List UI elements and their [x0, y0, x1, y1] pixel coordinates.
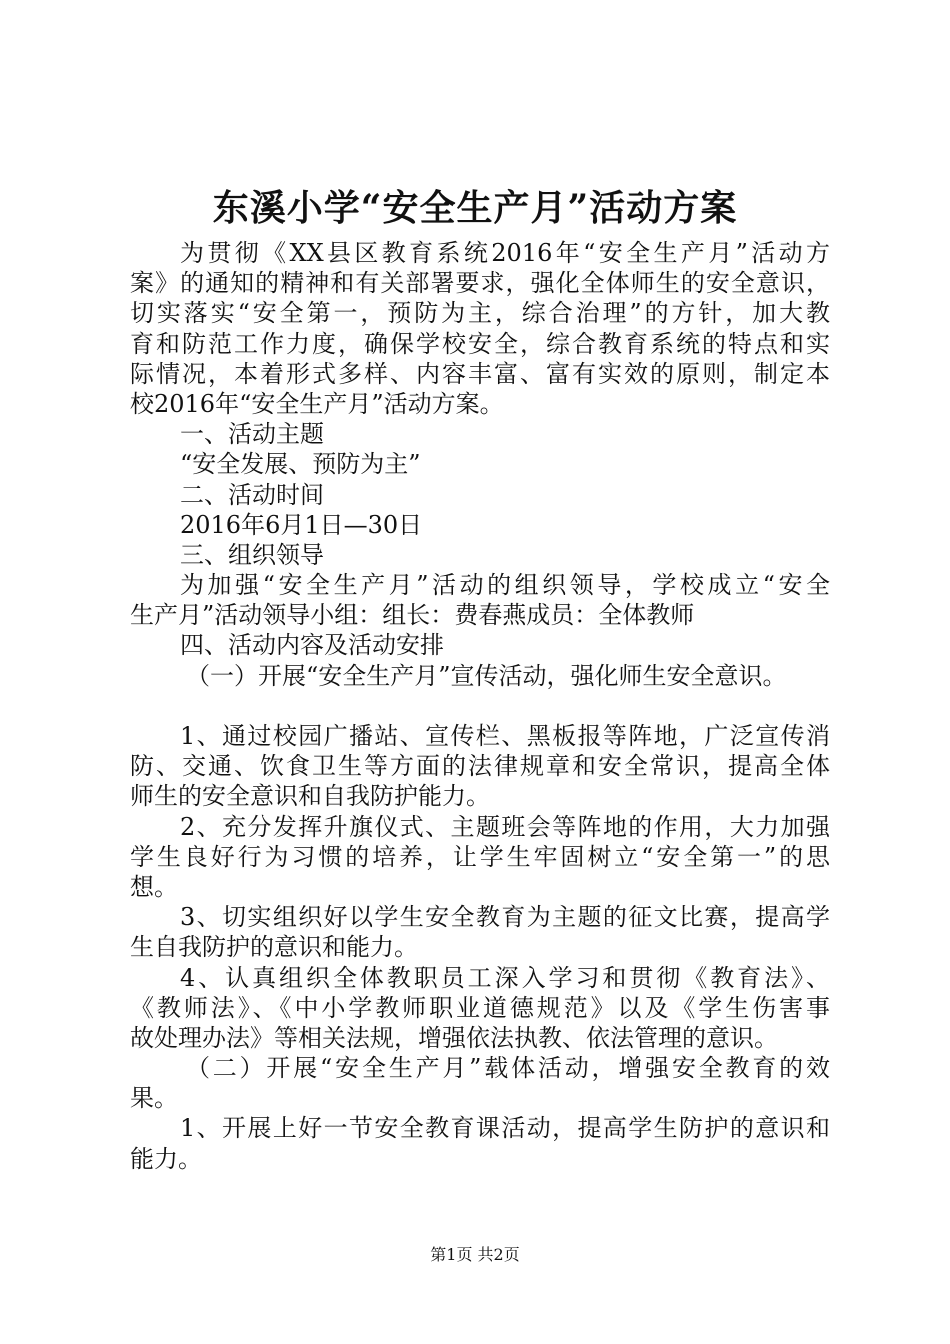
paragraph-line: “安全发展、预防为主”: [180, 450, 421, 479]
paragraph-line: 切实落实“安全第一，预防为主，综合治理”的方针，加大教: [130, 299, 830, 328]
paragraph-line: 果。: [130, 1084, 178, 1113]
paragraph-line: 4、认真组织全体教职员工深入学习和贯彻《教育法》、: [180, 963, 830, 992]
paragraph-line: 案》的通知的精神和有关部署要求，强化全体师生的安全意识，: [130, 269, 830, 298]
section-heading: 二、活动时间: [180, 480, 324, 509]
paragraph-line: 育和防范工作力度，确保学校安全，综合教育系统的特点和实: [130, 329, 830, 358]
section-heading: 三、组织领导: [180, 540, 324, 569]
paragraph-line: 校2016年“安全生产月”活动方案。: [130, 389, 504, 418]
subsection-heading: （二）开展“安全生产月”载体活动，增强安全教育的效: [186, 1054, 830, 1083]
paragraph-line: 生产月”活动领导小组：组长：费春燕成员：全体教师: [130, 601, 695, 630]
subsection-heading: （一）开展“安全生产月”宣传活动，强化师生安全意识。: [186, 661, 787, 690]
paragraph-line: 为贯彻《XX县区教育系统2016年“安全生产月”活动方: [180, 239, 830, 267]
paragraph-line: 1、开展上好一节安全教育课活动，提高学生防护的意识和: [180, 1114, 830, 1143]
paragraph-line: 《教师法》、《中小学教师职业道德规范》以及《学生伤害事: [130, 993, 830, 1022]
paragraph-line: 能力。: [130, 1144, 202, 1173]
paragraph-line: 生自我防护的意识和能力。: [130, 933, 418, 962]
paragraph-line: 际情况，本着形式多样、内容丰富、富有实效的原则，制定本: [130, 359, 830, 388]
paragraph-line: 3、切实组织好以学生安全教育为主题的征文比赛，提高学: [180, 903, 830, 932]
page-footer: 第1页 共2页: [430, 1245, 520, 1264]
paragraph-line: 想。: [130, 872, 178, 901]
paragraph-line: 学生良好行为习惯的培养，让学生牢固树立“安全第一”的思: [130, 842, 830, 871]
document-body: [130, 238, 830, 1174]
section-heading: 四、活动内容及活动安排: [180, 631, 444, 660]
blank-line: [130, 691, 830, 721]
paragraph-line: 防、交通、饮食卫生等方面的法律规章和安全常识，提高全体: [130, 752, 830, 781]
paragraph-line: 为加强“安全生产月”活动的组织领导，学校成立“安全: [180, 571, 830, 600]
paragraph-line: 2016年6月1日—30日: [180, 510, 423, 539]
document-title: 东溪小学“安全生产月”活动方案: [212, 187, 738, 229]
paragraph-line: 2、充分发挥升旗仪式、主题班会等阵地的作用，大力加强: [180, 812, 830, 841]
paragraph-line: 师生的安全意识和自我防护能力。: [130, 782, 490, 811]
paragraph-line: 故处理办法》等相关法规，增强依法执教、依法管理的意识。: [130, 1023, 778, 1052]
paragraph-line: 1、通过校园广播站、宣传栏、黑板报等阵地，广泛宣传消: [180, 722, 830, 750]
section-heading: 一、活动主题: [180, 420, 324, 449]
